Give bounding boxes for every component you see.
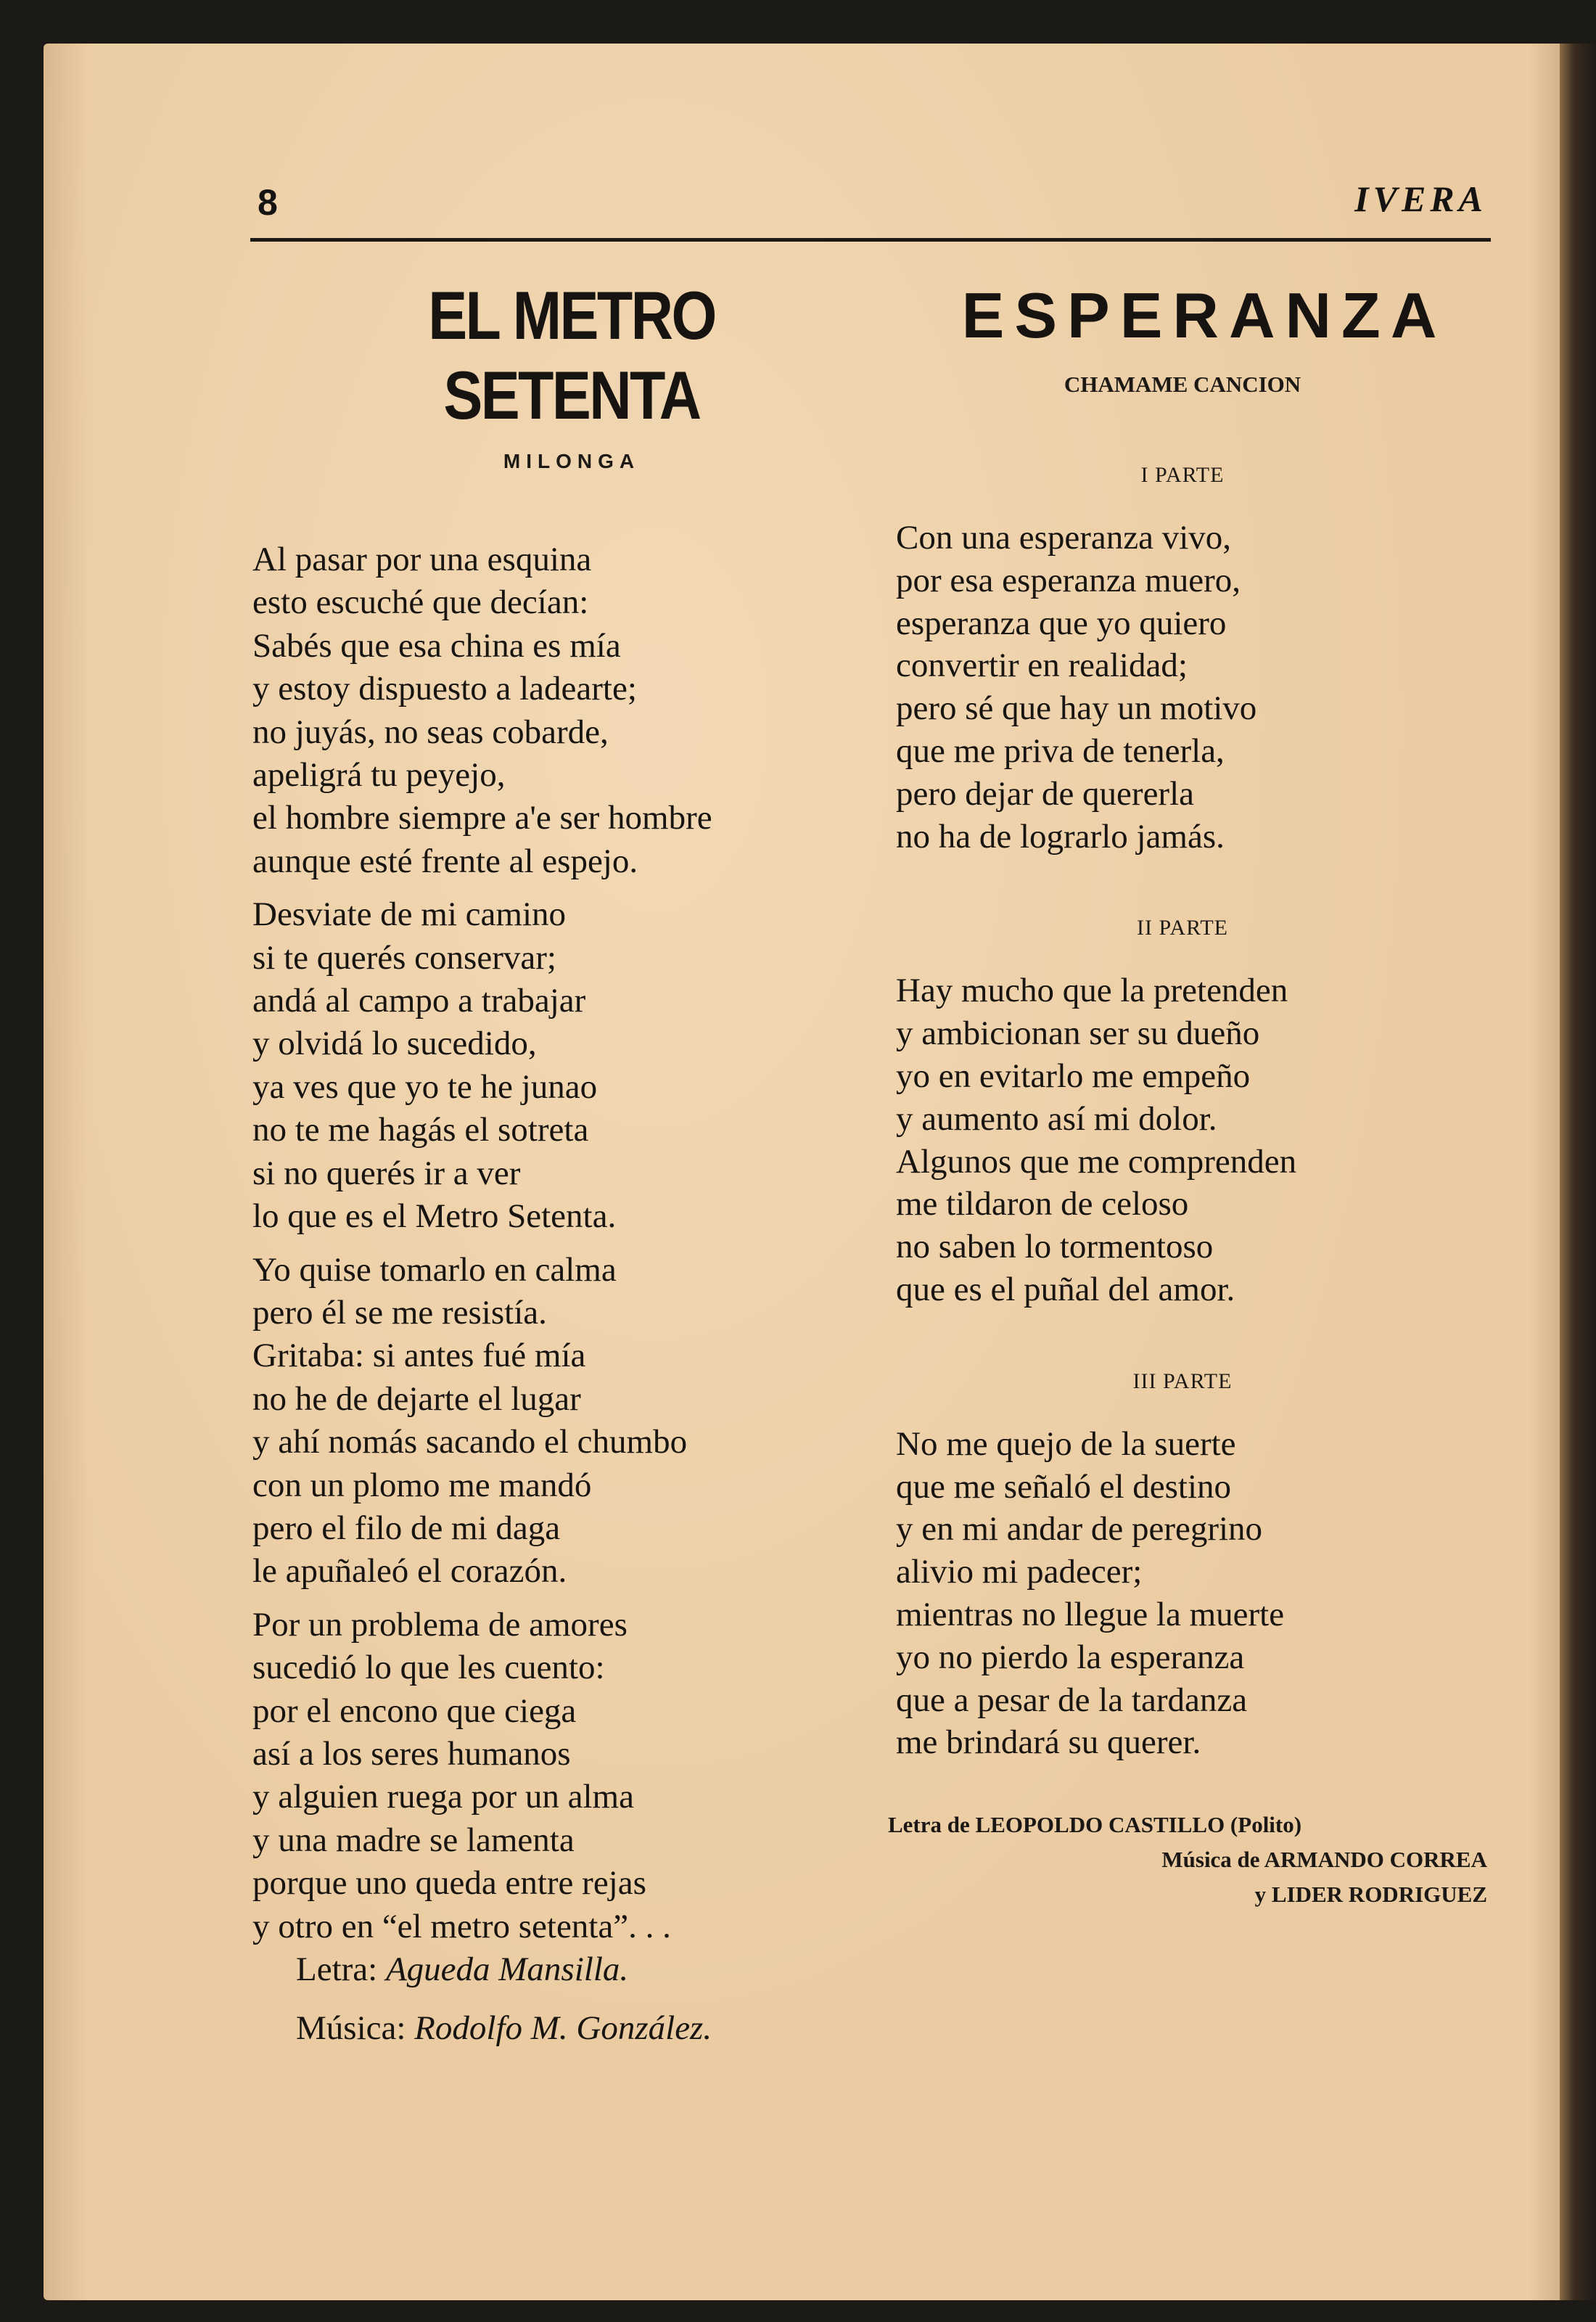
right-column (888, 276, 1516, 1912)
music-label: Música: (296, 2009, 406, 2048)
credit-line-1: Letra de LEOPOLDO CASTILLO (Polito) (888, 1812, 1302, 1838)
publication-title: IVERA (1354, 179, 1487, 219)
part-text-3: No me quejo de la suerte que me señaló el destino y en mi andar de peregrino alivio mi padecer; mientras no llegue la muerte yo no pierdo la esperanza que a pesar de la tardanza me brindará su querer. (896, 1424, 1285, 1762)
lyrics-label: Letra: (296, 1950, 378, 1988)
verses-left (252, 538, 869, 2051)
stanza-4: Por un problema de amores sucedió lo que les cuento: por el encono que ciega así a los seres humanos y alguien ruega por un alma y una madre se lamenta porque uno queda entre rejas y otro en “el metro setenta”. . . (252, 1605, 671, 1945)
header-rule (250, 238, 1491, 242)
lyrics-author: Agueda Mansilla. (385, 1950, 629, 1988)
music-author: Rodolfo M. González. (414, 2009, 712, 2048)
left-column (252, 276, 869, 2051)
song-title-left: EL METRO SETENTA (428, 277, 715, 433)
song-genre-right: CHAMAME CANCION (1064, 372, 1301, 397)
part-heading-1: I PARTE (1140, 463, 1225, 487)
credit-line-3: y LIDER RODRIGUEZ (1254, 1882, 1487, 1908)
credit-line-2: Música de ARMANDO CORREA (1161, 1847, 1487, 1873)
page-edge-shadow (1560, 44, 1596, 2300)
stanza-2: Desviate de mi camino si te querés conservar; andá al campo a trabajar y olvidá lo sucedido, ya ves que yo te he junao no te me hagás el sotreta si no querés ir a ver lo que es el Metro Setenta. (252, 895, 617, 1236)
song-genre-left: MILONGA (503, 450, 641, 472)
part-text-1: Con una esperanza vivo, por esa esperanza muero, esperanza que yo quiero convertir en realidad; pero sé que hay un motivo que me priva de tenerla, pero dejar de quererla no ha de lograrlo jamás. (896, 519, 1257, 856)
music-credit (296, 2007, 869, 2050)
stanza-3: Yo quise tomarlo en calma pero él se me resistía. Gritaba: si antes fué mía no he de dejarte el lugar y ahí nomás sacando el chumbo con un plomo me mandó pero el filo de mi daga le apuñaleó el corazón. (252, 1250, 688, 1591)
part-heading-3: III PARTE (1132, 1369, 1233, 1393)
song-title-right: ESPERANZA (961, 279, 1447, 351)
lyrics-credit (296, 1948, 869, 1991)
credits-right (888, 1808, 1516, 1912)
page-number: 8 (258, 182, 278, 223)
part-heading-2: II PARTE (1137, 916, 1228, 940)
stanza-1: Al pasar por una esquina esto escuché que decían: Sabés que esa china es mía y estoy dispuesto a ladearte; no juyás, no seas cobarde, apeligrá tu peyejo, el hombre siempre a'e ser hombre aunque esté frente al espejo. (252, 541, 712, 880)
part-text-2: Hay mucho que la pretenden y ambicionan ser su dueño yo en evitarlo me empeño y aumento así mi dolor. Algunos que me comprenden me tildaron de celoso no saben lo tormentoso que es el puñal del amor. (896, 972, 1297, 1308)
